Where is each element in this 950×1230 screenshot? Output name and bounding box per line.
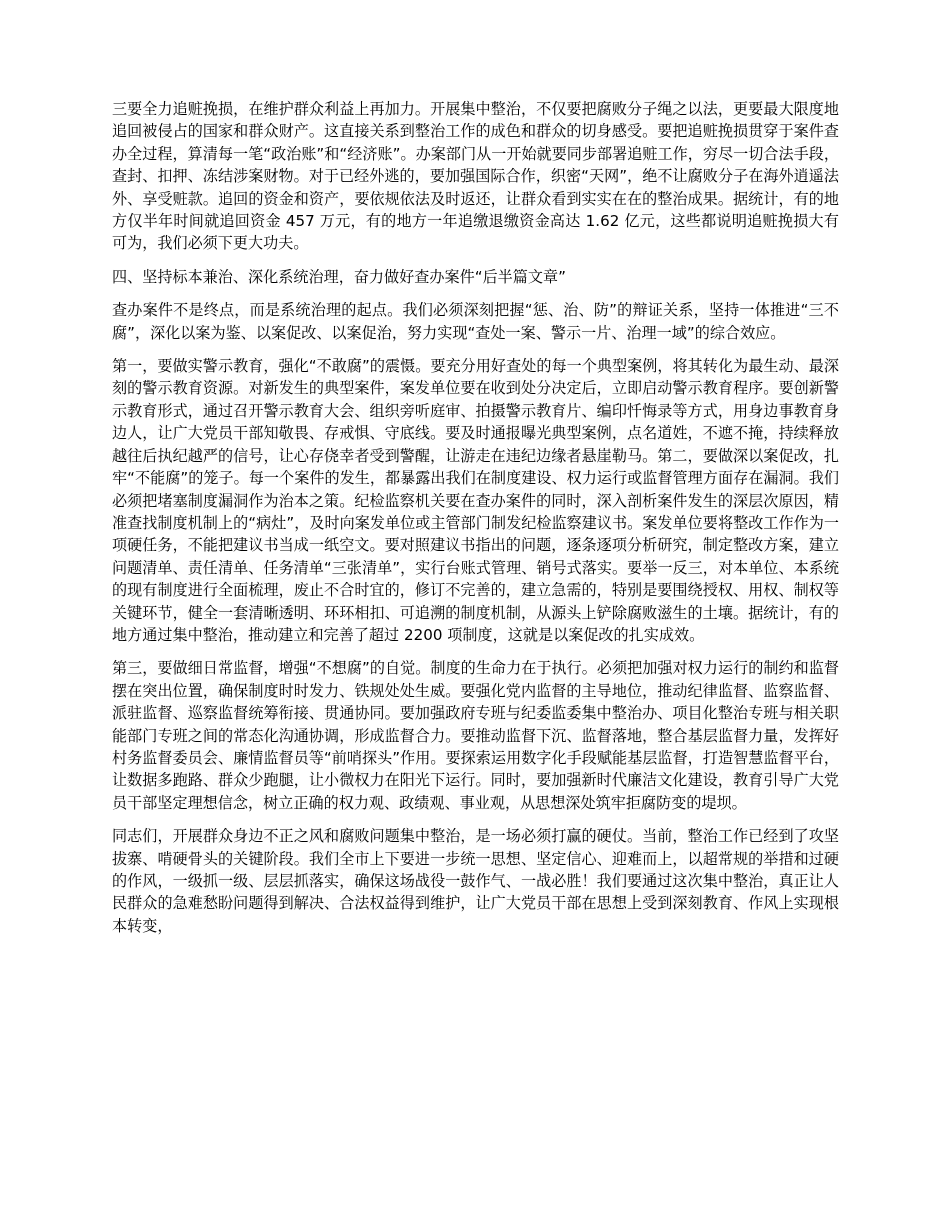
paragraph-closing: 同志们，开展群众身边不正之风和腐败问题集中整治，是一场必须打赢的硬仗。当前，整治工作已经到了攻坚拔寨、啃硬骨头的关键阶段。我们全市上下要进一步统一思想、坚定信心、迎难而上，以超常规的举措和过硬的作风，一级抓一级、层层抓落实，确保这场战役一鼓作气、一战必胜！我们要通过这次集中整治，真正让人民群众的急难愁盼问题得到解决、合法权益得到维护，让广大党员干部在思想上受到深刻教育、作风上实现根本转变，	[112, 827, 839, 935]
heading-section-four: 四、坚持标本兼治、深化系统治理，奋力做好查办案件“后半篇文章”	[112, 267, 566, 286]
document-body	[112, 98, 839, 937]
paragraph-section-four-intro: 查办案件不是终点，而是系统治理的起点。我们必须深刻把握“惩、治、防”的辩证关系，坚持一体推进“三不腐”，深化以案为鉴、以案促改、以案促治，努力实现“查处一案、警示一片、治理一域”的综合效应。	[112, 301, 839, 342]
paragraph-point-one-two: 第一，要做实警示教育，强化“不敢腐”的震慑。要充分用好查处的每一个典型案例，将其转化为最生动、最深刻的警示教育资源。对新发生的典型案件，案发单位要在收到处分决定后，立即启动警示教育程序。要创新警示教育形式，通过召开警示教育大会、组织旁听庭审、拍摄警示教育片、编印忏悔录等方式，用身边事教育身边人，让广大党员干部知敬畏、存戒惧、守底线。要及时通报曝光典型案例，点名道姓，不遮不掩，持续释放越往后执纪越严的信号，让心存侥幸者受到警醒，让游走在违纪边缘者悬崖勒马。第二，要做深以案促改，扎牢“不能腐”的笼子。每一个案件的发生，都暴露出我们在制度建设、权力运行或监督管理方面存在漏洞。我们必须把堵塞制度漏洞作为治本之策。纪检监察机关要在查办案件的同时，深入剖析案件发生的深层次原因，精准查找制度机制上的“病灶”，及时向案发单位或主管部门制发纪检监察建议书。案发单位要将整改工作作为一项硬任务，不能把建议书当成一纸空文。要对照建议书指出的问题，逐条逐项分析研究，制定整改方案，建立问题清单、责任清单、任务清单“三张清单”，实行台账式管理、销号式落实。要举一反三，对本单位、本系统的现有制度进行全面梳理，废止不合时宜的，修订不完善的，建立急需的，特别是要围绕授权、用权、制权等关键环节，健全一套清晰透明、环环相扣、可追溯的制度机制，从源头上铲除腐败滋生的土壤。据统计，有的地方通过集中整治，推动建立和完善了超过 2200 项制度，这就是以案促改的扎实成效。	[112, 357, 839, 644]
paragraph-zhuizang-wansun: 三要全力追赃挽损，在维护群众利益上再加力。开展集中整治，不仅要把腐败分子绳之以法，更要最大限度地追回被侵占的国家和群众财产。这直接关系到整治工作的成色和群众的切身感受。要把追赃挽损贯穿于案件查办全过程，算清每一笔“政治账”和“经济账”。办案部门从一开始就要同步部署追赃工作，穷尽一切合法手段，查封、扣押、冻结涉案财物。对于已经外逃的，要加强国际合作，织密“天网”，绝不让腐败分子在海外逍遥法外、享受赃款。追回的资金和资产，要依规依法及时返还，让群众看到实实在在的整治成果。据统计，有的地方仅半年时间就追回资金 457 万元，有的地方一年追缴退缴资金高达 1.62 亿元，这些都说明追赃挽损大有可为，我们必须下更大功夫。	[112, 100, 839, 253]
paragraph-point-three: 第三，要做细日常监督，增强“不想腐”的自觉。制度的生命力在于执行。必须把加强对权力运行的制约和监督摆在突出位置，确保制度时时发力、铁规处处生威。要强化党内监督的主导地位，推动纪律监督、监察监督、派驻监督、巡察监督统筹衔接、贯通协同。要加强政府专班与纪委监委集中整治办、项目化整治专班与相关职能部门专班之间的常态化沟通协调，形成监督合力。要推动监督下沉、监督落地，整合基层监督力量，发挥好村务监督委员会、廉情监督员等“前哨探头”作用。要探索运用数字化手段赋能基层监督，打造智慧监督平台，让数据多跑路、群众少跑腿，让小微权力在阳光下运行。同时，要加强新时代廉洁文化建设，教育引导广大党员干部坚定理想信念，树立正确的权力观、政绩观、事业观，从思想深处筑牢拒腐防变的堤坝。	[112, 659, 839, 812]
